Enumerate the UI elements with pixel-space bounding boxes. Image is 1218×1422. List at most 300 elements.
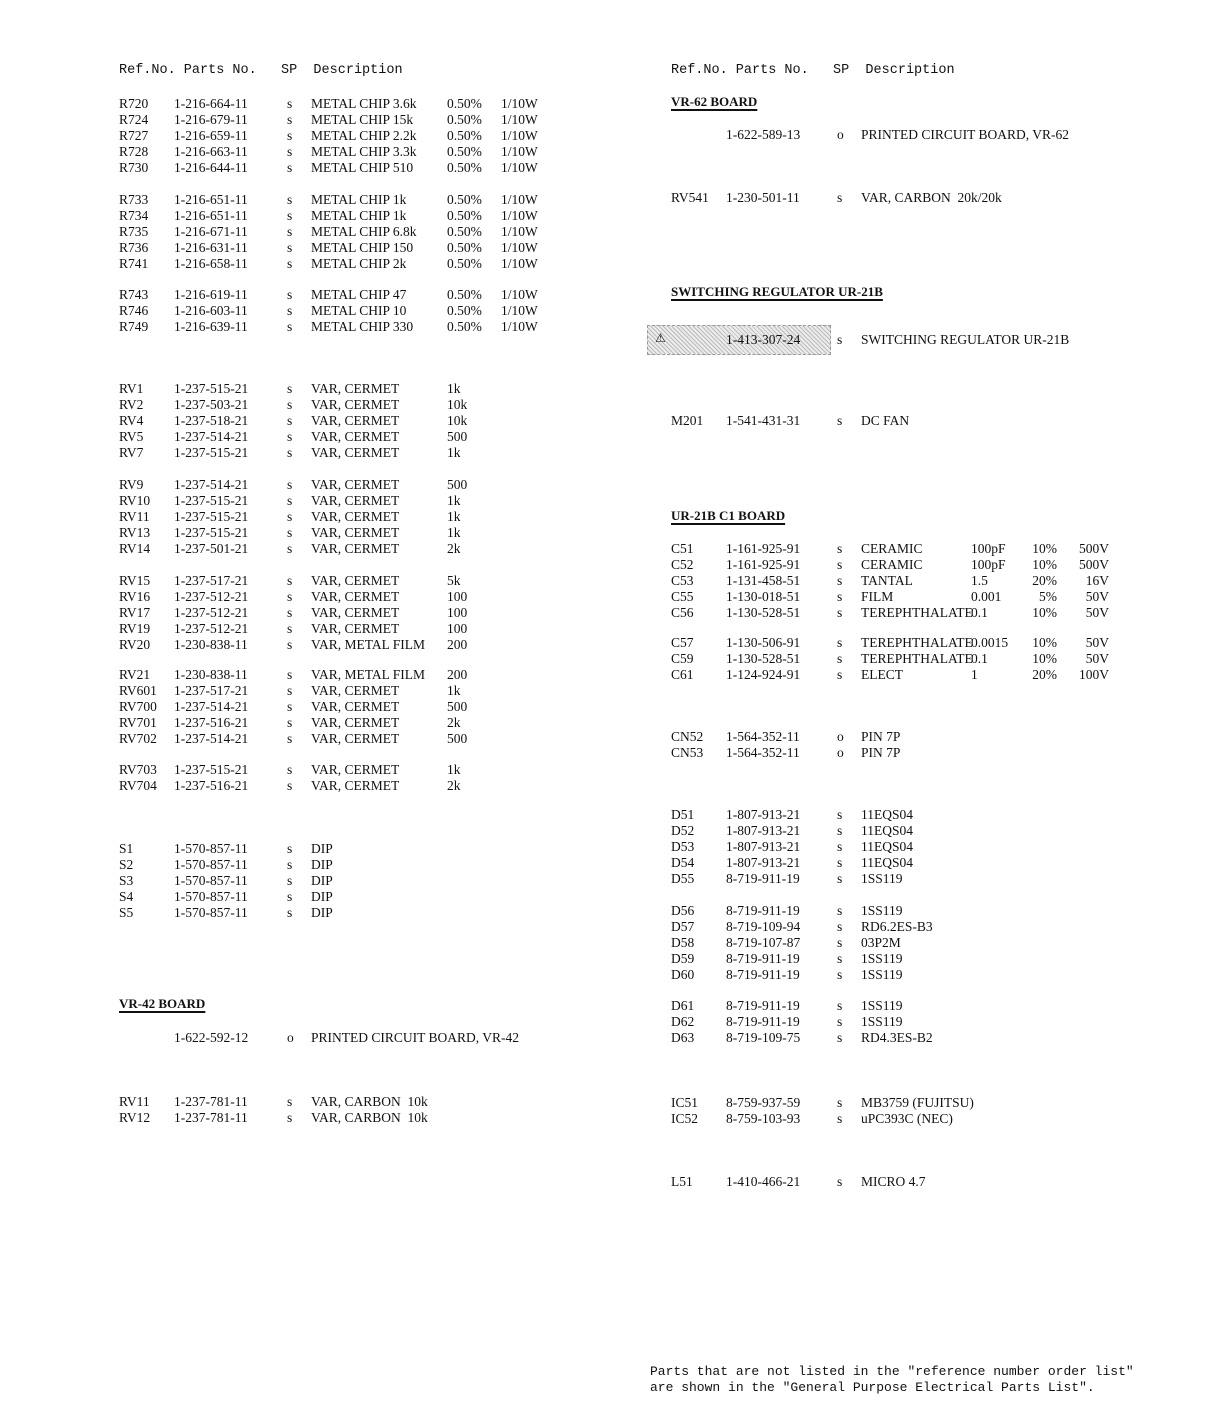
- table-row: [119, 905, 639, 921]
- table-row: [119, 637, 639, 653]
- value: 0.50%: [447, 208, 482, 223]
- part-number: 1-216-659-11: [174, 128, 248, 143]
- value: 100pF: [971, 541, 1006, 556]
- description: VAR, CERMET: [311, 573, 400, 588]
- part-row: [119, 1030, 639, 1046]
- description: RD6.2ES-B3: [861, 919, 933, 934]
- ref-no: RV15: [119, 573, 151, 588]
- sp-code: o: [837, 127, 844, 142]
- description: VAR, CERMET: [311, 731, 400, 746]
- ref-no: D60: [671, 967, 695, 982]
- sp-code: s: [837, 635, 843, 650]
- rating: 50V: [1085, 651, 1109, 666]
- part-number: 1-230-501-11: [726, 190, 800, 205]
- part-number: 8-719-109-75: [726, 1030, 801, 1045]
- ref-no: R733: [119, 192, 149, 207]
- ref-no: D59: [671, 951, 695, 966]
- description: METAL CHIP 3.6k: [311, 96, 417, 111]
- sp-code: s: [837, 839, 843, 854]
- description: ELECT: [861, 667, 903, 682]
- table-row: [669, 967, 1189, 983]
- value: 5k: [447, 573, 461, 588]
- ref-no: R720: [119, 96, 149, 111]
- table-row: [119, 699, 639, 715]
- part-number: 1-216-651-11: [174, 208, 248, 223]
- ref-no: S5: [119, 905, 134, 920]
- right-column-header: Ref.No. Parts No. SP Description: [671, 63, 955, 78]
- table-row: [119, 493, 639, 509]
- ref-no: C56: [671, 605, 694, 620]
- table-row: [669, 573, 1189, 589]
- description: 1SS119: [861, 903, 903, 918]
- ref-no: D62: [671, 1014, 695, 1029]
- sp-code: s: [837, 651, 843, 666]
- table-row: [119, 541, 639, 557]
- description: PRINTED CIRCUIT BOARD, VR-62: [861, 127, 1070, 142]
- rating: 50V: [1085, 635, 1109, 650]
- table-row: [119, 240, 639, 256]
- table-row: [119, 715, 639, 731]
- table-row: [119, 208, 639, 224]
- tolerance: 1/10W: [501, 240, 538, 255]
- tolerance: 1/10W: [501, 319, 538, 334]
- ref-no: C53: [671, 573, 694, 588]
- part-number: 1-130-528-51: [726, 605, 801, 620]
- description: DIP: [311, 841, 333, 856]
- table-row: [669, 919, 1189, 935]
- ref-no: C51: [671, 541, 694, 556]
- description: VAR, CARBON 20k/20k: [861, 190, 1002, 205]
- part-number: 1-237-517-21: [174, 683, 249, 698]
- ref-no: RV4: [119, 413, 144, 428]
- part-number: 1-131-458-51: [726, 573, 801, 588]
- sp-code: s: [287, 778, 293, 793]
- sp-code: s: [837, 541, 843, 556]
- ref-no: RV10: [119, 493, 151, 508]
- sp-code: s: [287, 873, 293, 888]
- sp-code: s: [837, 605, 843, 620]
- ref-no: R741: [119, 256, 149, 271]
- sp-code: s: [287, 128, 293, 143]
- part-number: 1-237-512-21: [174, 589, 249, 604]
- ref-no: RV704: [119, 778, 157, 793]
- part-number: 8-719-911-19: [726, 871, 800, 886]
- description: METAL CHIP 1k: [311, 192, 407, 207]
- ref-no: L51: [671, 1174, 693, 1189]
- table-row: [119, 762, 639, 778]
- description: CERAMIC: [861, 557, 923, 572]
- table-row: [669, 1030, 1189, 1046]
- ref-no: RV701: [119, 715, 157, 730]
- description: TANTAL: [861, 573, 913, 588]
- table-row: [669, 1014, 1189, 1030]
- part-number: 8-719-911-19: [726, 1014, 800, 1029]
- tolerance: 10%: [1032, 557, 1057, 572]
- ref-no: RV11: [119, 509, 150, 524]
- sp-code: s: [837, 967, 843, 982]
- table-row: [119, 287, 639, 303]
- table-row: [119, 429, 639, 445]
- ref-no: C52: [671, 557, 694, 572]
- table-row: [119, 683, 639, 699]
- ref-no: R746: [119, 303, 149, 318]
- sp-code: s: [837, 919, 843, 934]
- switching-regulator-title: SWITCHING REGULATOR UR-21B: [671, 284, 883, 299]
- table-row: [669, 903, 1189, 919]
- tolerance: 1/10W: [501, 224, 538, 239]
- sp-code: s: [287, 621, 293, 636]
- part-number: 1-237-501-21: [174, 541, 249, 556]
- ref-no: RV703: [119, 762, 157, 777]
- description: METAL CHIP 330: [311, 319, 414, 334]
- description: METAL CHIP 6.8k: [311, 224, 417, 239]
- part-number: 1-570-857-11: [174, 857, 248, 872]
- rating: 500V: [1079, 557, 1109, 572]
- part-number: 1-216-679-11: [174, 112, 248, 127]
- part-number: 1-237-516-21: [174, 778, 249, 793]
- description: 11EQS04: [861, 807, 914, 822]
- value: 0.50%: [447, 319, 482, 334]
- table-row: [669, 651, 1189, 667]
- tolerance: 20%: [1032, 667, 1057, 682]
- value: 1k: [447, 525, 461, 540]
- tolerance: 1/10W: [501, 160, 538, 175]
- part-number: 1-216-631-11: [174, 240, 248, 255]
- sp-code: s: [837, 557, 843, 572]
- tolerance: 1/10W: [501, 144, 538, 159]
- sp-code: s: [837, 871, 843, 886]
- sp-code: s: [287, 699, 293, 714]
- description: 03P2M: [861, 935, 901, 950]
- description: TEREPHTHALATE: [861, 605, 973, 620]
- part-number: 1-237-514-21: [174, 477, 249, 492]
- part-number: 1-216-644-11: [174, 160, 248, 175]
- value: 1k: [447, 445, 461, 460]
- part-number: 1-622-592-12: [174, 1030, 249, 1045]
- tolerance: 20%: [1032, 573, 1057, 588]
- description: PIN 7P: [861, 745, 901, 760]
- part-number: 1-570-857-11: [174, 889, 248, 904]
- ref-no: D58: [671, 935, 695, 950]
- value: 1.5: [971, 573, 988, 588]
- part-number: 1-124-924-91: [726, 667, 801, 682]
- description: VAR, CARBON 10k: [311, 1094, 428, 1109]
- table-row: [119, 445, 639, 461]
- part-number: 1-130-528-51: [726, 651, 801, 666]
- value: 1k: [447, 762, 461, 777]
- part-number: 8-719-911-19: [726, 967, 800, 982]
- ref-no: R728: [119, 144, 149, 159]
- part-number: 1-216-671-11: [174, 224, 248, 239]
- tolerance: 1/10W: [501, 208, 538, 223]
- part-number: 1-216-664-11: [174, 96, 248, 111]
- ref-no: D56: [671, 903, 695, 918]
- description: VAR, CERMET: [311, 413, 400, 428]
- part-number: 1-237-515-21: [174, 381, 249, 396]
- description: VAR, METAL FILM: [311, 667, 426, 682]
- table-row: [119, 889, 639, 905]
- ref-no: RV601: [119, 683, 157, 698]
- sp-code: s: [837, 935, 843, 950]
- value: 2k: [447, 778, 461, 793]
- value: 0.50%: [447, 287, 482, 302]
- sp-code: s: [837, 1014, 843, 1029]
- table-row: [669, 855, 1189, 871]
- table-row: [119, 128, 639, 144]
- part-number: 1-161-925-91: [726, 557, 801, 572]
- ref-no: RV1: [119, 381, 144, 396]
- sp-code: s: [837, 667, 843, 682]
- description: MB3759 (FUJITSU): [861, 1095, 974, 1110]
- description: DIP: [311, 905, 333, 920]
- sp-code: s: [837, 951, 843, 966]
- value: 0.0015: [971, 635, 1009, 650]
- tolerance: 1/10W: [501, 96, 538, 111]
- description: METAL CHIP 2.2k: [311, 128, 417, 143]
- sp-code: s: [837, 573, 843, 588]
- sp-code: s: [287, 240, 293, 255]
- table-row: [119, 381, 639, 397]
- part-row: [669, 1174, 1189, 1190]
- table-row: [119, 319, 639, 335]
- description: VAR, CERMET: [311, 762, 400, 777]
- ref-no: RV702: [119, 731, 157, 746]
- sp-code: s: [287, 683, 293, 698]
- sp-code: s: [837, 823, 843, 838]
- table-row: [119, 841, 639, 857]
- ref-no: CN53: [671, 745, 704, 760]
- ref-no: R736: [119, 240, 149, 255]
- value: 100pF: [971, 557, 1006, 572]
- sp-code: s: [837, 1095, 843, 1110]
- part-number: 1-216-663-11: [174, 144, 248, 159]
- description: METAL CHIP 47: [311, 287, 407, 302]
- sp-code: s: [287, 208, 293, 223]
- warning-icon: ⚠: [655, 331, 666, 345]
- table-row: [119, 605, 639, 621]
- table-row: [669, 667, 1189, 683]
- description: 1SS119: [861, 871, 903, 886]
- ref-no: RV5: [119, 429, 144, 444]
- ref-no: R743: [119, 287, 149, 302]
- sp-code: o: [287, 1030, 294, 1045]
- table-row: [119, 525, 639, 541]
- description: 1SS119: [861, 951, 903, 966]
- sp-code: s: [837, 1030, 843, 1045]
- sp-code: s: [287, 589, 293, 604]
- part-number: 8-719-107-87: [726, 935, 801, 950]
- ref-no: R727: [119, 128, 149, 143]
- value: 0.50%: [447, 144, 482, 159]
- part-number: 1-161-925-91: [726, 541, 801, 556]
- part-number: 1-230-838-11: [174, 667, 248, 682]
- sp-code: s: [837, 332, 843, 347]
- part-number: 8-759-103-93: [726, 1111, 801, 1126]
- sp-code: s: [287, 905, 293, 920]
- sp-code: s: [287, 319, 293, 334]
- ref-no: RV13: [119, 525, 151, 540]
- description: 1SS119: [861, 967, 903, 982]
- value: 500: [447, 731, 468, 746]
- description: 11EQS04: [861, 855, 914, 870]
- table-row: [669, 635, 1189, 651]
- part-number: 1-237-515-21: [174, 445, 249, 460]
- value: 100: [447, 621, 468, 636]
- description: 11EQS04: [861, 823, 914, 838]
- part-number: 1-237-515-21: [174, 525, 249, 540]
- table-row: [119, 96, 639, 112]
- description: VAR, CERMET: [311, 525, 400, 540]
- part-number: 1-564-352-11: [726, 729, 800, 744]
- value: 0.1: [971, 605, 988, 620]
- tolerance: 10%: [1032, 651, 1057, 666]
- ref-no: D53: [671, 839, 695, 854]
- table-row: [119, 413, 639, 429]
- sp-code: s: [287, 413, 293, 428]
- ref-no: D54: [671, 855, 695, 870]
- part-number: 8-719-911-19: [726, 903, 800, 918]
- part-number: 1-130-018-51: [726, 589, 801, 604]
- rating: 50V: [1085, 605, 1109, 620]
- value: 200: [447, 637, 468, 652]
- value: 1k: [447, 381, 461, 396]
- description: FILM: [861, 589, 894, 604]
- description: METAL CHIP 2k: [311, 256, 407, 271]
- sp-code: s: [287, 493, 293, 508]
- value: 1: [971, 667, 978, 682]
- table-row: [119, 224, 639, 240]
- sp-code: s: [837, 903, 843, 918]
- sp-code: s: [287, 144, 293, 159]
- description: VAR, CERMET: [311, 621, 400, 636]
- description: CERAMIC: [861, 541, 923, 556]
- value: 0.50%: [447, 160, 482, 175]
- table-row: [119, 144, 639, 160]
- sp-code: s: [287, 605, 293, 620]
- tolerance: 1/10W: [501, 192, 538, 207]
- description: PRINTED CIRCUIT BOARD, VR-42: [311, 1030, 520, 1045]
- rating: 16V: [1085, 573, 1109, 588]
- part-number: 1-237-515-21: [174, 493, 249, 508]
- ref-no: R724: [119, 112, 149, 127]
- description: VAR, CERMET: [311, 778, 400, 793]
- description: VAR, CERMET: [311, 715, 400, 730]
- ref-no: RV2: [119, 397, 144, 412]
- part-number: 1-237-781-11: [174, 1094, 248, 1109]
- ref-no: RV17: [119, 605, 151, 620]
- sp-code: o: [837, 745, 844, 760]
- sp-code: s: [837, 1111, 843, 1126]
- part-number: 1-237-512-21: [174, 605, 249, 620]
- value: 0.50%: [447, 303, 482, 318]
- value: 500: [447, 699, 468, 714]
- vr42-board-title: VR-42 BOARD: [119, 996, 206, 1011]
- part-number: 8-719-109-94: [726, 919, 801, 934]
- ref-no: R730: [119, 160, 149, 175]
- ref-no: C61: [671, 667, 694, 682]
- part-number: 1-622-589-13: [726, 127, 801, 142]
- part-number: 1-237-514-21: [174, 699, 249, 714]
- description: METAL CHIP 3.3k: [311, 144, 417, 159]
- value: 0.50%: [447, 224, 482, 239]
- part-number: 1-237-517-21: [174, 573, 249, 588]
- description: VAR, CERMET: [311, 699, 400, 714]
- description: METAL CHIP 510: [311, 160, 414, 175]
- part-number: 1-237-503-21: [174, 397, 249, 412]
- part-number: 1-237-514-21: [174, 731, 249, 746]
- part-number: 1-237-514-21: [174, 429, 249, 444]
- ref-no: RV16: [119, 589, 151, 604]
- table-row: [669, 541, 1189, 557]
- description: VAR, CERMET: [311, 605, 400, 620]
- description: MICRO 4.7: [861, 1174, 926, 1189]
- sp-code: s: [287, 287, 293, 302]
- ref-no: S4: [119, 889, 134, 904]
- description: METAL CHIP 1k: [311, 208, 407, 223]
- sp-code: s: [837, 413, 843, 428]
- sp-code: s: [287, 256, 293, 271]
- part-number: 1-237-512-21: [174, 621, 249, 636]
- sp-code: s: [287, 525, 293, 540]
- table-row: [119, 778, 639, 794]
- table-row: [119, 509, 639, 525]
- part-number: 1-570-857-11: [174, 905, 248, 920]
- part-number: 1-413-307-24: [726, 332, 801, 347]
- value: 2k: [447, 541, 461, 556]
- table-row: [669, 871, 1189, 887]
- ref-no: D51: [671, 807, 695, 822]
- value: 0.50%: [447, 112, 482, 127]
- part-number: 1-216-651-11: [174, 192, 248, 207]
- table-row: [669, 589, 1189, 605]
- sp-code: s: [287, 841, 293, 856]
- part-number: 1-216-658-11: [174, 256, 248, 271]
- ref-no: RV700: [119, 699, 157, 714]
- sp-code: s: [837, 589, 843, 604]
- left-column-header: Ref.No. Parts No. SP Description: [119, 63, 403, 78]
- ref-no: RV14: [119, 541, 151, 556]
- ref-no: RV12: [119, 1110, 151, 1125]
- part-number: 1-130-506-91: [726, 635, 801, 650]
- ref-no: S3: [119, 873, 134, 888]
- description: 11EQS04: [861, 839, 914, 854]
- value: 1k: [447, 509, 461, 524]
- description: METAL CHIP 15k: [311, 112, 414, 127]
- part-number: 1-570-857-11: [174, 873, 248, 888]
- table-row: [669, 729, 1189, 745]
- sp-code: s: [837, 1174, 843, 1189]
- sp-code: s: [287, 573, 293, 588]
- table-row: [119, 621, 639, 637]
- sp-code: s: [287, 96, 293, 111]
- sp-code: s: [837, 855, 843, 870]
- table-row: [669, 1111, 1189, 1127]
- part-number: 1-564-352-11: [726, 745, 800, 760]
- value: 0.50%: [447, 192, 482, 207]
- part-number: 1-216-603-11: [174, 303, 248, 318]
- ref-no: RV7: [119, 445, 144, 460]
- value: 0.1: [971, 651, 988, 666]
- sp-code: s: [287, 397, 293, 412]
- value: 500: [447, 477, 468, 492]
- part-number: 1-216-639-11: [174, 319, 248, 334]
- ref-no: C55: [671, 589, 694, 604]
- ref-no: RV19: [119, 621, 151, 636]
- ref-no: C59: [671, 651, 694, 666]
- ref-no: IC51: [671, 1095, 698, 1110]
- description: VAR, METAL FILM: [311, 637, 426, 652]
- table-row: [669, 935, 1189, 951]
